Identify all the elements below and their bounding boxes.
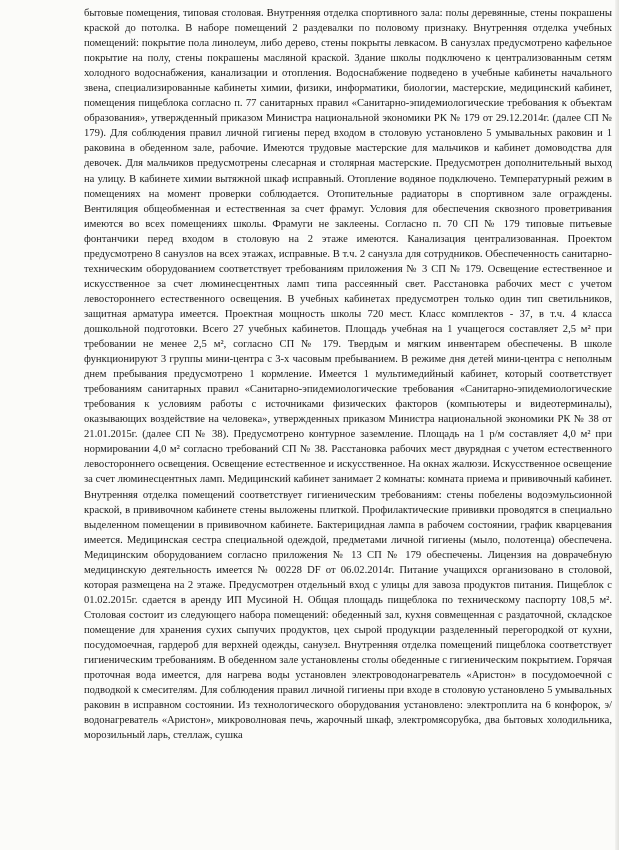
- document-body: [84, 6, 612, 743]
- page-edge-shadow: [615, 0, 619, 850]
- body-paragraph: бытовые помещения, типовая столовая. Внутренняя отделка спортивного зала: полы деревянные, стены покрашены краской до потолка. В наборе помещений 2 раздевалки по половому признаку. Внутренняя отделка учебных помещений: покрытие пола линолеум, либо дерево, стены покрыты левкасом. В санузлах предусмотрено кафельное покрытие на полу, стены покрашены масляной краской. Здание школы подключено к централизованным сетям холодного водоснабжения, канализации и отопления. Водоснабжение подведено в учебные кабинеты начального звена, специализированные кабинеты химии, физики, информатики, биологии, мастерские, медицинский кабинет, помещения пищеблока согласно п. 77 санитарных правил «Санитарно-эпидемиологические требования к объектам образования», утвержденный приказом Министра национальной экономики РК № 179 от 29.12.2014г. (далее СП № 179). Для соблюдения правил личной гигиены перед входом в столовую установлено 5 умывальных раковин и 1 раковина в обеденном зале, рабочие. Имеются трудовые мастерские для мальчиков и кабинет домоводства для девочек. Для мальчиков предусмотрены слесарная и столярная мастерские. Предусмотрен дополнительный выход на улицу. В кабинете химии вытяжной шкаф исправный. Отопление водяное подключено. Температурный режим в помещениях на момент проверки соблюдается. Отопительные радиаторы в спортивном зале ограждены. Вентиляция общеобменная и естественная за счет фрамуг. Условия для обеспечения сквозного проветривания имеются во всех помещениях школы. Фрамуги не заклеены. Согласно п. 70 СП № 179 типовые питьевые фонтанчики перед входом в столовую на 2 этаже имеются. Канализация централизованная. Проектом предусмотрено 8 санузлов на всех этажах, исправные. В т.ч. 2 санузла для сотрудников. Обеспеченность санитарно-техническим оборудованием соответствует требованиям приложения № 3 СП № 179. Освещение естественное и искусственное за счет люминесцентных ламп типа рассеянный свет. Расстановка рабочих мест с учетом левостороннего естественного освещения. В учебных кабинетах предусмотрен только один тип светильников, защитная арматура имеется. Проектная мощность школы 720 мест. Класс комплектов - 37, в т.ч. 4 класса дошкольной подготовки. Всего 27 учебных кабинетов. Площадь учебная на 1 учащегося составляет 2,5 м² при требовании не менее 2,5 м², согласно СП № 179. Твердым и мягким инвентарем обеспечены. В школе функционируют 3 группы мини-центра с 3-х часовым пребыванием. В режиме дня детей мини-центра с неполным днем пребывания предусмотрено 1 кормление. Имеется 1 мультимедийный кабинет, который соответствует требованиям санитарных правил «Санитарно-эпидемиологические требования «Санитарно-эпидемиологические требования к условиям работы с источниками физических факторов (компьютеры и видеотерминалы), оказывающих воздействие на человека», утвержденных приказом Министра национальной экономики РК № 38 от 21.01.2015г. (далее СП № 38). Предусмотрено контурное заземление. Площадь на 1 р/м составляет 4,0 м² при нормировании 4,0 м² согласно требований СП № 38. Расстановка рабочих мест двурядная с учетом естественного левостороннего освещения. Освещение естественное и искусственное. На окнах жалюзи. Искусственное освещение за счет люминесцентных ламп. Медицинский кабинет занимает 2 комнаты: комната приема и прививочный кабинет. Внутренняя отделка помещений соответствует гигиеническим требованиям: стены побелены водоэмульсионной краской, в прививочном кабинете стены выложены плиткой. Профилактические прививки проводятся в специально выделенном помещении в прививочном кабинете. Бактерицидная лампа в рабочем состоянии, график кварцевания имеется. Медицинская сестра специальной одеждой, предметами личной гигиены (мыло, полотенца) обеспечена. Медицинским оборудованием согласно приложения № 13 СП № 179 обеспечены. Лицензия на доврачебную медицинскую деятельность имеется № 00228 DF от 06.02.2014г. Питание учащихся организовано в столовой, которая размещена на 2 этаже. Предусмотрен отдельный вход с улицы для завоза продуктов питания. Пищеблок с 01.02.2015г. сдается в аренду ИП Мусиной Н. Общая площадь пищеблока по техническому паспорту 108,5 м². Столовая состоит из следующего набора помещений: обеденный зал, кухня совмещенная с раздаточной, складское помещение для хранения сухих сыпучих продуктов, цех сырой продукции разделенный перегородкой от кухни, посудомоечная, гардероб для верхней одежды, санузел. Внутренняя отделка помещений пищеблока соответствует гигиеническим требованиям. В обеденном зале установлены столы обеденные с гигиеническим покрытием. Горячая проточная вода имеется, для нагрева воды установлен электроводонагреватель «Аристон» в посудомоечной с подводкой к смесителям. Для соблюдения правил личной гигиены при входе в столовую установлено 5 умывальных раковин в исправном состоянии. Из технологического оборудования установлено: электроплита на 6 конфорок, э/водонагреватель «Аристон», микроволновая печь, жарочный шкаф, электромясорубка, два бытовых холодильника, морозильный ларь, стеллаж, сушка: [84, 8, 612, 742]
